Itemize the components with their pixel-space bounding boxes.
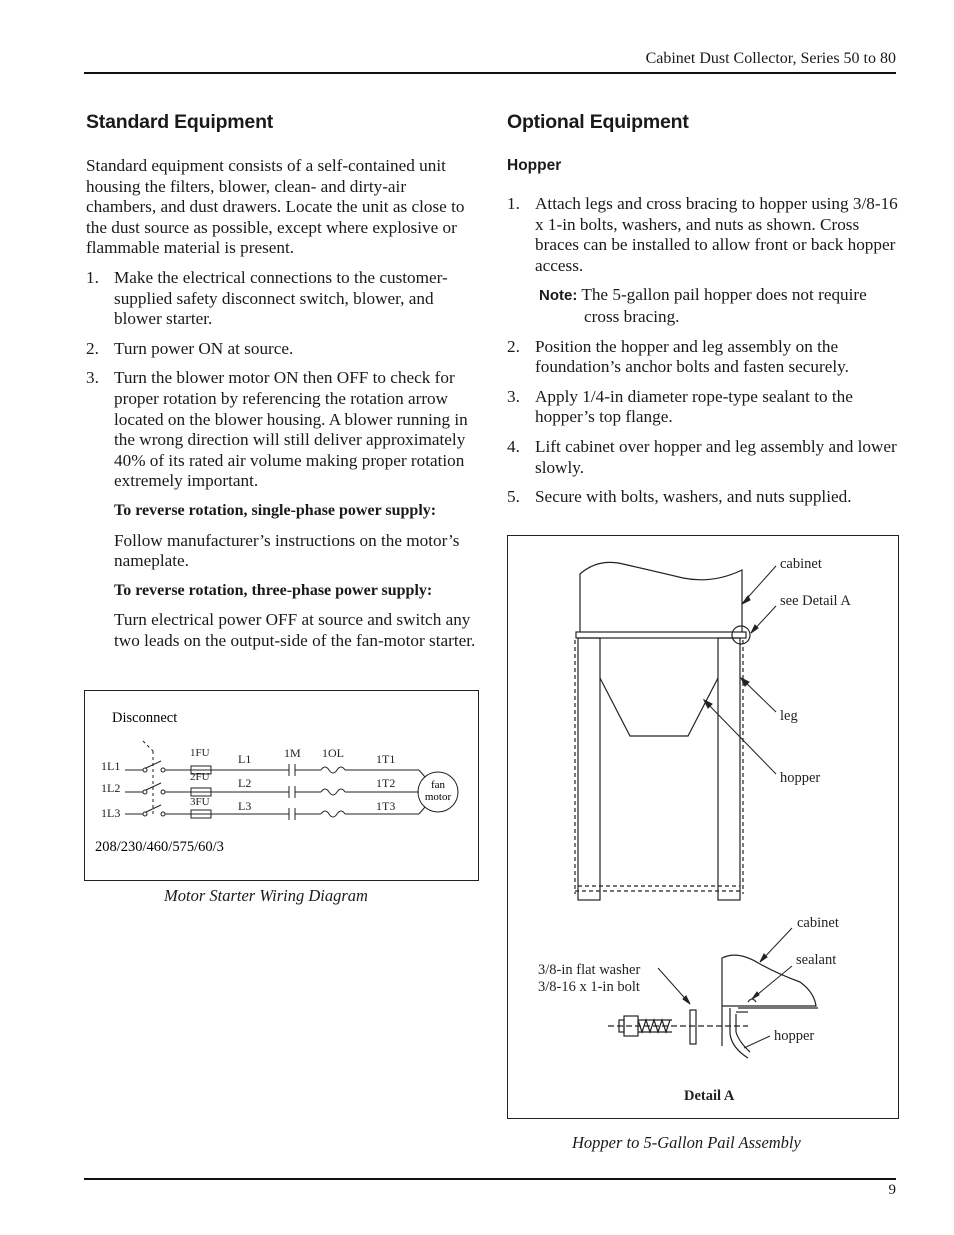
- step-number: 1.: [507, 194, 520, 213]
- step-text: Secure with bolts, washers, and nuts supplied.: [535, 487, 852, 507]
- hopper-caption: Hopper to 5-Gallon Pail Assembly: [572, 1133, 801, 1152]
- detail-washer-label: 3/8-in flat washer: [538, 962, 641, 978]
- step-text: Apply 1/4-in diameter rope-type sealant to the hopper’s top flange.: [535, 386, 853, 427]
- detail-a-title: Detail A: [684, 1088, 735, 1104]
- step-number: 1.: [86, 267, 99, 287]
- step-text: Position the hopper and leg assembly on the foundation’s anchor bolts and fasten securely.: [535, 336, 849, 377]
- wiring-caption: Motor Starter Wiring Diagram: [164, 886, 368, 905]
- list-item: [507, 387, 899, 428]
- wiring-diagram: [85, 691, 478, 880]
- list-item: [86, 339, 478, 360]
- step-text: Turn power ON at source.: [114, 338, 294, 358]
- cabinet-label: cabinet: [780, 556, 822, 572]
- list-item: [507, 337, 899, 378]
- single-phase-heading: To reverse rotation, single-phase power supply:: [114, 501, 437, 519]
- terminal-2-label: 1T2: [376, 776, 396, 790]
- wiring-diagram-box: [84, 690, 479, 881]
- step-number: 2.: [86, 338, 99, 358]
- step-number: 4.: [507, 436, 520, 456]
- contactor-label: 1M: [284, 746, 301, 760]
- fuse-2-label: 2FU: [190, 771, 210, 783]
- fuse-3-label: 3FU: [190, 796, 210, 808]
- detail-leaders: [658, 928, 792, 1048]
- line-l1-label: L1: [238, 752, 252, 766]
- hopper-label: hopper: [780, 770, 821, 786]
- list-item: [86, 368, 478, 492]
- overload-label: 1OL: [322, 746, 344, 760]
- step-number: 2.: [507, 336, 520, 356]
- hopper-steps: [507, 194, 899, 276]
- optional-equipment-section: [507, 110, 899, 517]
- motor-label-2: motor: [424, 791, 452, 803]
- line-l3-label: L3: [238, 799, 252, 813]
- step-text: Turn the blower motor ON then OFF to check for proper rotation by referencing the rotation arrow located on the blower housing. A blower running in the wrong direction will still deliver approximately 40% of its rated air volume making proper rotation extremely important.: [114, 368, 468, 491]
- hopper-subheading: Hopper: [507, 157, 562, 174]
- optional-equipment-heading: Optional Equipment: [507, 111, 689, 133]
- footer-rule: [84, 1178, 896, 1180]
- standard-equipment-section: [86, 110, 478, 660]
- list-item: [507, 194, 899, 276]
- single-phase-text: Follow manufacturer’s instructions on the motor’s nameplate.: [114, 530, 460, 571]
- standard-equipment-heading: Standard Equipment: [86, 111, 274, 133]
- standard-steps: [86, 268, 478, 492]
- note-text: The 5-gallon pail hopper does not require cross bracing.: [581, 285, 867, 326]
- three-phase-heading: To reverse rotation, three-phase power supply:: [114, 581, 433, 599]
- line-in-3: 1L3: [101, 806, 121, 820]
- three-phase-text: Turn electrical power OFF at source and switch any two leads on the output-side of the fan-motor starter.: [114, 610, 476, 650]
- hopper-drawing: [575, 562, 750, 900]
- step-text: Make the electrical connections to the customer-supplied safety disconnect switch, blower, and blower starter.: [114, 267, 448, 329]
- line-in-1: 1L1: [101, 759, 121, 773]
- line-l2-label: L2: [238, 776, 252, 790]
- terminal-3-label: 1T3: [376, 799, 396, 813]
- note-label: Note: [539, 287, 573, 305]
- page-number: 9: [888, 1182, 896, 1198]
- see-detail-label: see Detail A: [780, 593, 851, 609]
- fuse-1-label: 1FU: [190, 747, 210, 759]
- detail-hopper-label: hopper: [774, 1028, 815, 1044]
- terminal-1-label: 1T1: [376, 752, 396, 766]
- step-text: Lift cabinet over hopper and leg assembly and lower slowly.: [535, 436, 897, 477]
- step-number: 5.: [507, 487, 520, 507]
- hopper-steps-continued: [507, 337, 899, 508]
- hopper-note: Note: The 5-gallon pail hopper does not require cross bracing.: [539, 285, 867, 326]
- leg-label: leg: [780, 708, 798, 724]
- list-item: [507, 487, 899, 508]
- step-text: Attach legs and cross bracing to hopper using 3/8-16 x 1-in bolts, washers, and nuts as shown. Cross braces can be installed to allow front or back hopper access.: [535, 194, 898, 275]
- hopper-figure: [508, 536, 898, 1118]
- disconnect-label: Disconnect: [112, 710, 178, 726]
- standard-intro: Standard equipment consists of a self-contained unit housing the filters, blower, clean- and dirty-air chambers, and dust drawers. Locate the unit as close to the dust source as possible, except where explosive or flammable material is present.: [86, 156, 465, 258]
- detail-bolt-label: 3/8-16 x 1-in bolt: [538, 979, 640, 995]
- list-item: [86, 268, 478, 330]
- step-number: 3.: [86, 368, 99, 388]
- line-in-2: 1L2: [101, 781, 121, 795]
- list-item: [507, 437, 899, 478]
- voltage-label: 208/230/460/575/60/3: [95, 839, 224, 855]
- step-number: 3.: [507, 386, 520, 406]
- hopper-figure-box: [507, 535, 899, 1119]
- running-header: Cabinet Dust Collector, Series 50 to 80: [645, 50, 896, 67]
- detail-sealant-label: sealant: [796, 952, 837, 968]
- detail-cabinet-label: cabinet: [797, 915, 839, 931]
- header-rule: [84, 72, 896, 74]
- motor-label-1: fan: [430, 779, 446, 791]
